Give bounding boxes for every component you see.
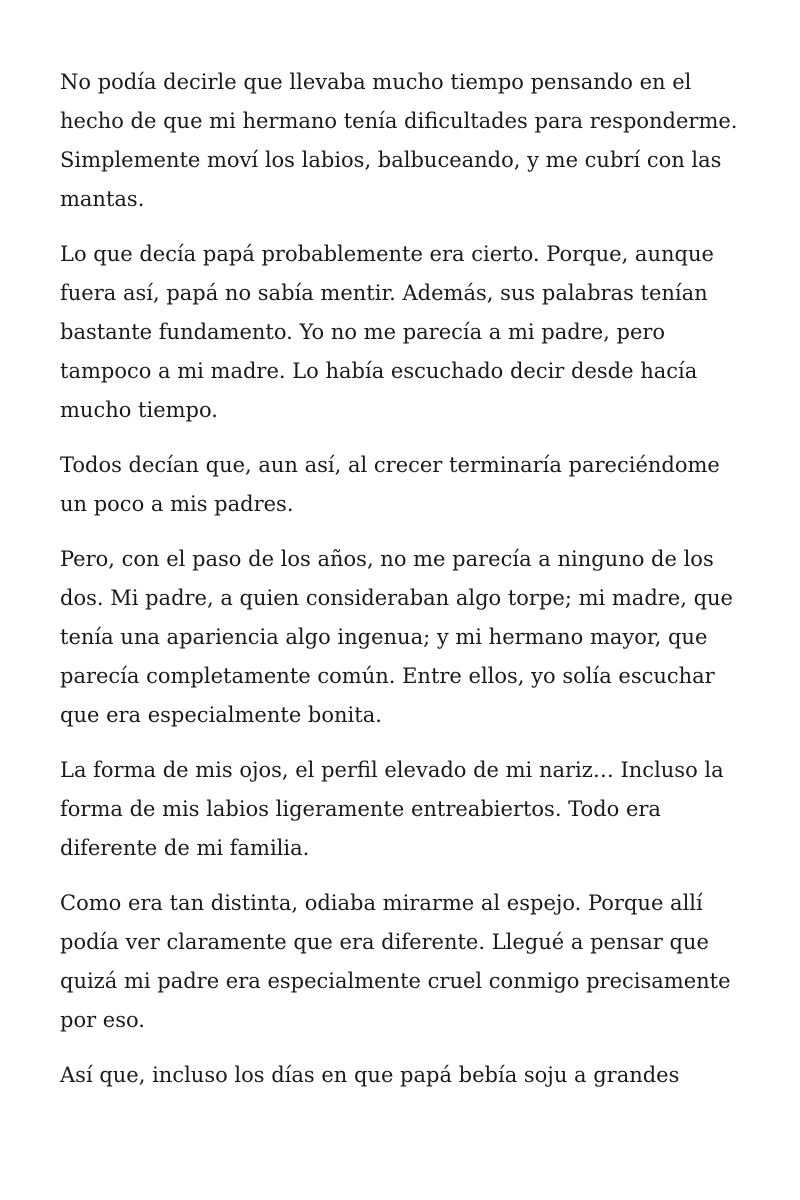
paragraph-6: Como era tan distinta, odiaba mirarme al espejo. Porque allí podía ver claramente que era diferente. Llegué a pensar que quizá mi padre era especialmente cruel conmigo precisamente por eso. <box>60 891 731 1032</box>
paragraph-4: Pero, con el paso de los años, no me parecía a ninguno de los dos. Mi padre, a quien consideraban algo torpe; mi madre, que tenía una apariencia algo ingenua; y mi hermano mayor, que parecía completamente común. Entre ellos, yo solía escuchar que era especialmente bonita. <box>60 547 733 727</box>
paragraph-7: Así que, incluso los días en que papá bebía soju a grandes <box>60 1063 680 1087</box>
paragraph-2: Lo que decía papá probablemente era cierto. Porque, aunque fuera así, papá no sabía mentir. Además, sus palabras tenían bastante fundamento. Yo no me parecía a mi padre, pero tampoco a mi madre. Lo había escuchado decir desde hacía mucho tiempo. <box>60 242 714 422</box>
paragraph-1: No podía decirle que llevaba mucho tiempo pensando en el hecho de que mi hermano tenía dificultades para responderme. Simplemente moví los labios, balbuceando, y me cubrí con las mantas. <box>60 70 738 211</box>
document-page <box>60 63 750 1111</box>
paragraph-3: Todos decían que, aun así, al crecer terminaría pareciéndome un poco a mis padres. <box>60 453 720 516</box>
paragraph-5: La forma de mis ojos, el perfil elevado de mi nariz… Incluso la forma de mis labios ligeramente entreabiertos. Todo era diferente de mi familia. <box>60 758 724 860</box>
